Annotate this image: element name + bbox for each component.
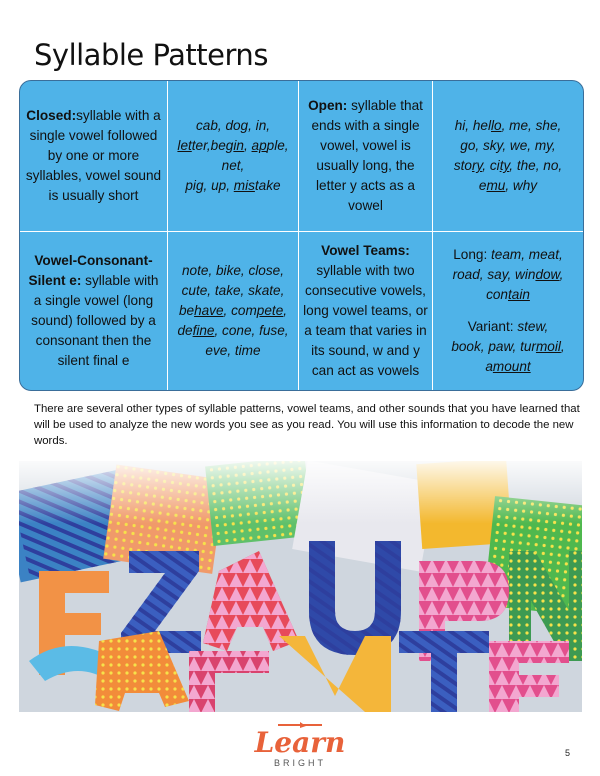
closed-term: Closed: <box>26 108 77 123</box>
underlined-syllable: have <box>194 303 224 318</box>
vcse-definition-cell <box>20 232 168 390</box>
learn-bright-logo <box>248 718 352 770</box>
vcse-examples: note, bike, close, cute, take, skate, behave, compete, define, cone, fuse, eve, time <box>177 263 289 358</box>
variant-examples: Variant: stew, book, paw, turmoil, amount <box>451 319 565 374</box>
underlined-syllable: mount <box>492 359 531 374</box>
open-definition: syllable that ends with a single vowel, vowel is usually long, the letter y acts as a vowel <box>311 98 423 213</box>
long-label: Long: <box>453 247 491 262</box>
vowel-teams-definition: syllable with two consecutive vowels, long vowel teams, or a team that varies in its sound, w and y can act as vowels <box>303 263 428 378</box>
vowel-teams-term: Vowel Teams: <box>321 243 410 258</box>
underlined-syllable: ty <box>499 158 510 173</box>
logo-word: Learn <box>254 726 346 759</box>
page-title: Syllable Patterns <box>34 38 268 72</box>
body-paragraph: There are several other types of syllable patterns, vowel teams, and other sounds that you have learned that will be used to analyze the new words you see as you read. You will use this information to decode the new words. <box>34 403 580 447</box>
open-examples: hi, hello, me, she, go, sky, we, my, story, city, the, no, emu, why <box>453 118 563 193</box>
open-term: Open: <box>308 98 348 113</box>
closed-definition: syllable with a single vowel followed by one or more syllables, vowel sound is usually short <box>25 108 162 203</box>
closed-examples: cab, dog, in, letter,begin, apple, net, pig, up, mistake <box>177 118 289 193</box>
vcse-definition: syllable with a single vowel (long sound) followed by a consonant then the silent final e <box>31 273 159 368</box>
underlined-syllable: lo <box>491 118 502 133</box>
vcse-term: Vowel-Consonant-Silent e: <box>28 253 153 288</box>
underlined-syllable: fine <box>192 323 215 338</box>
open-examples-cell <box>433 81 583 232</box>
underlined-syllable: moil <box>535 339 561 354</box>
underlined-syllable: in <box>233 138 244 153</box>
logo-sub: BRIGHT <box>273 758 327 768</box>
vcse-examples-cell <box>168 232 299 390</box>
alphabet-blocks-photo <box>19 461 582 712</box>
underlined-syllable: mis <box>233 178 255 193</box>
underlined-syllable: dow <box>535 267 560 282</box>
closed-examples-cell <box>168 81 299 232</box>
underlined-syllable: ry <box>471 158 483 173</box>
underlined-syllable: pete <box>256 303 284 318</box>
variant-label: Variant: <box>467 319 518 334</box>
underlined-syllable: mu <box>486 178 506 193</box>
underlined-syllable: ap <box>251 138 267 153</box>
underlined-syllable: tain <box>507 287 530 302</box>
page-number: 5 <box>564 748 570 758</box>
closed-definition-cell <box>20 81 168 232</box>
underlined-syllable: let <box>177 138 192 153</box>
vowel-teams-examples-cell <box>433 232 583 390</box>
open-definition-cell <box>299 81 433 232</box>
vowel-teams-definition-cell <box>299 232 433 390</box>
long-examples: Long: team, meat, road, say, window, contain <box>452 247 564 302</box>
syllable-patterns-table <box>19 80 584 391</box>
